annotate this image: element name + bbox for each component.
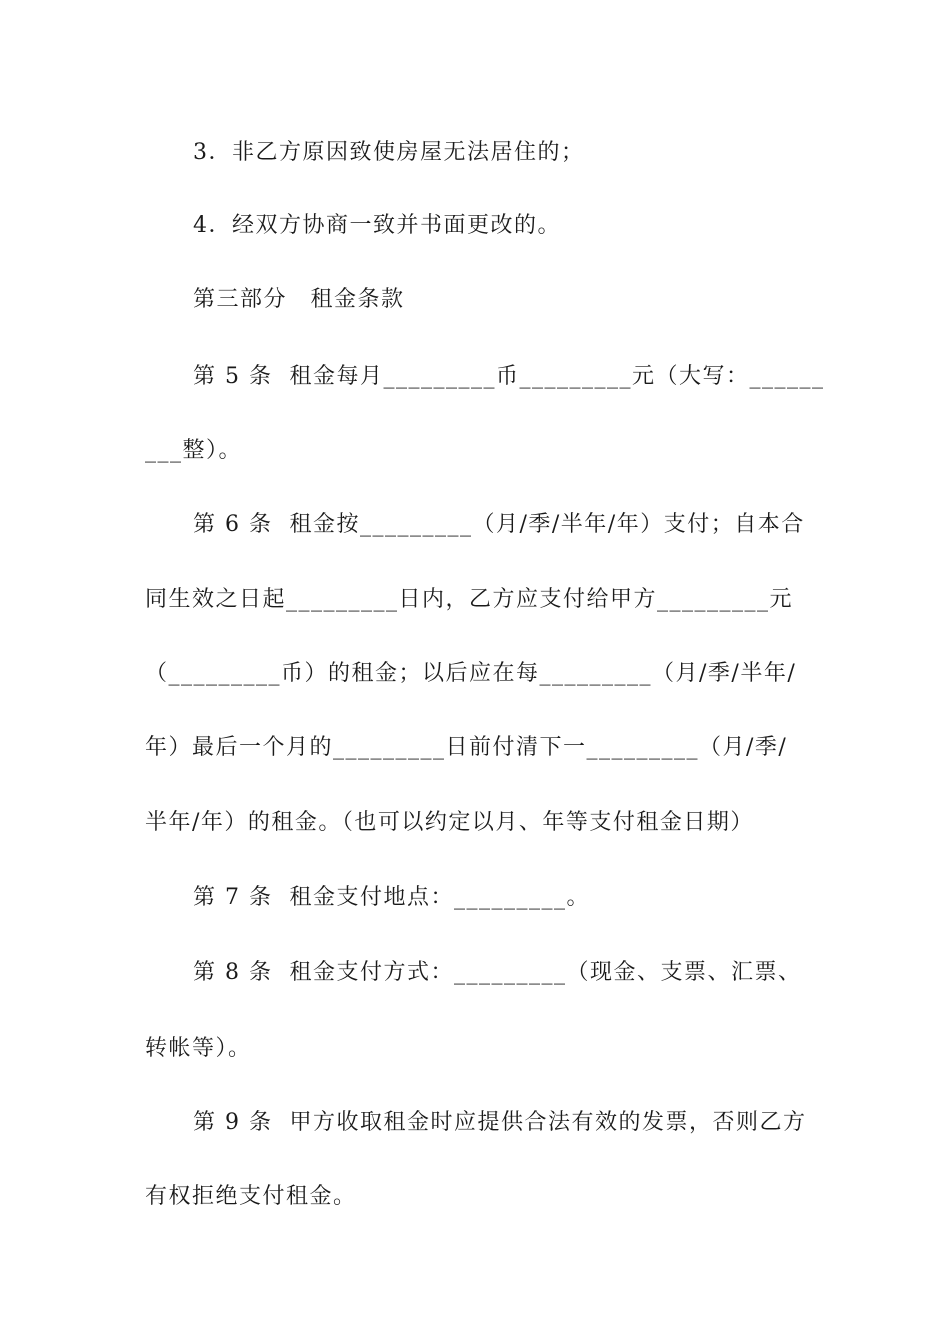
article-6-line-3: （_________币）的租金；以后应在每_________（月/季/半年/ (145, 661, 797, 686)
article-5-line-1: 第 5 条 租金每月_________币_________元（大写：______ (193, 364, 825, 389)
article-6-line-5: 半年/年）的租金。（也可以约定以月、年等支付租金日期） (145, 810, 754, 835)
article-6-line-2: 同生效之日起_________日内，乙方应支付给甲方_________元 (145, 587, 794, 612)
section-heading: 第三部分 租金条款 (193, 287, 405, 312)
article-7-line-1: 第 7 条 租金支付地点：_________。 (193, 885, 590, 910)
article-6-line-4: 年）最后一个月的_________日前付清下一_________（月/季/ (145, 735, 788, 760)
article-8-line-2: 转帐等）。 (145, 1036, 252, 1061)
clause-item-4: 4．经双方协商一致并书面更改的。 (193, 213, 561, 238)
clause-item-3: 3．非乙方原因致使房屋无法居住的； (193, 140, 585, 165)
article-5-line-2: ___整）。 (145, 438, 243, 463)
article-8-line-1: 第 8 条 租金支付方式：_________（现金、支票、汇票、 (193, 960, 802, 985)
article-6-line-1: 第 6 条 租金按_________（月/季/半年/年）支付；自本合 (193, 512, 805, 537)
article-9-line-1: 第 9 条 甲方收取租金时应提供合法有效的发票，否则乙方 (193, 1110, 807, 1135)
article-9-line-2: 有权拒绝支付租金。 (145, 1184, 357, 1209)
